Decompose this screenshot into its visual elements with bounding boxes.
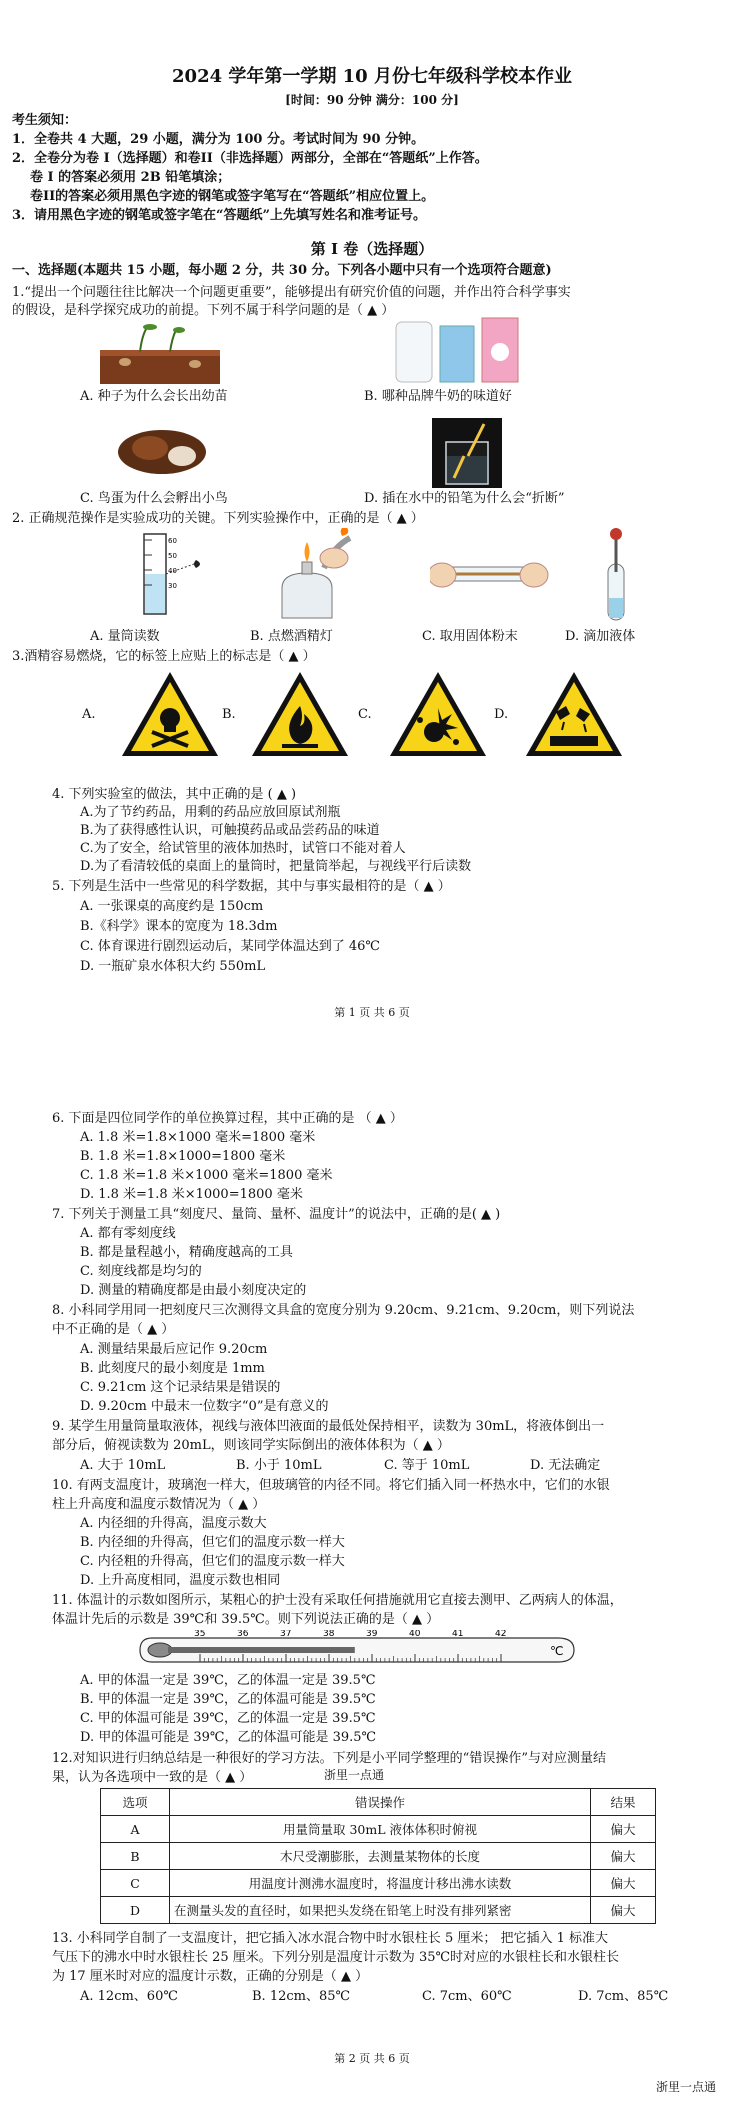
- table-cell: 偏大: [591, 1843, 656, 1870]
- table-cell: 木尺受潮膨胀，去测量某物体的长度: [170, 1843, 591, 1870]
- thermometer-tick-label: 42: [495, 1630, 507, 1639]
- notice-line: 1．全卷共 4 大题，29 小题，满分为 100 分。考试时间为 90 分钟。: [12, 132, 425, 147]
- toxic-sign-icon: [118, 668, 222, 760]
- q9-option-d: D. 无法确定: [530, 1458, 601, 1473]
- q1-option-d: D. 插在水中的铅笔为什么会“折断”: [364, 491, 565, 506]
- q3-option-a: A.: [82, 707, 96, 722]
- table-cell: 偏大: [591, 1897, 656, 1924]
- q6-option-d: D. 1.8 米=1.8 米×1000=1800 毫米: [80, 1187, 303, 1202]
- explosive-sign-icon: [386, 668, 490, 760]
- q6-option-a: A. 1.8 米=1.8×1000 毫米=1800 毫米: [80, 1130, 316, 1145]
- notice-line: 卷 I 的答案必须用 2B 铅笔填涂；: [30, 170, 231, 185]
- q2-option-b: B. 点燃酒精灯: [250, 629, 333, 644]
- q5-option-b: B.《科学》课本的宽度为 18.3dm: [80, 919, 278, 934]
- q13-option-c: C. 7cm、60℃: [422, 1989, 512, 2004]
- q11-option-c: C. 甲的体温可能是 39℃，乙的体温一定是 39.5℃: [80, 1711, 376, 1726]
- q13-stem: 气压下的沸水中时水银柱长 25 厘米。下列分别是温度计示数为 35℃时对应的水银柱长和水银柱长: [52, 1950, 620, 1965]
- q8-option-b: B. 此刻度尺的最小刻度是 1mm: [80, 1361, 265, 1376]
- thermometer-tick-label: 37: [280, 1630, 292, 1639]
- thermometer-tick-label: 41: [452, 1630, 464, 1639]
- graduated-cylinder-image: [130, 530, 220, 620]
- q5-option-c: C. 体育课进行剧烈运动后，某同学体温达到了 46℃: [80, 939, 380, 954]
- q4-option-b: B.为了获得感性认识，可触摸药品或品尝药品的味道: [80, 823, 380, 838]
- powder-tube-image: [430, 545, 550, 605]
- table-cell: C: [101, 1870, 170, 1897]
- notice-line: 2．全卷分为卷 I（选择题）和卷II（非选择题）两部分，全部在“答题纸”上作答。: [12, 151, 488, 166]
- table-header-row: [101, 1789, 656, 1816]
- table-header: 错误操作: [170, 1789, 591, 1816]
- q6-option-c: C. 1.8 米=1.8 米×1000 毫米=1800 毫米: [80, 1168, 333, 1183]
- q1-stem: 的假设，是科学探究成功的前提。下列不属于科学问题的是（ ▲ ）: [12, 303, 395, 318]
- q12-stem: 12.对知识进行归纳总结是一种很好的学习方法。下列是小平同学整理的“错误操作”与对应测量结: [52, 1751, 606, 1766]
- q13-stem: 13. 小科同学自制了一支温度计，把它插入冰水混合物中时水银柱长 5 厘米； 把它插入 1 标准大: [52, 1931, 609, 1946]
- time-info: [时间：90 分钟 满分：100 分]: [285, 93, 459, 107]
- q7-stem: 7. 下列关于测量工具“刻度尺、量筒、量杯、温度计”的说法中，正确的是( ▲ ): [52, 1207, 501, 1222]
- table-cell: 用温度计测沸水温度时，将温度计移出沸水读数: [170, 1870, 591, 1897]
- table-row: [101, 1843, 656, 1870]
- q11-option-d: D. 甲的体温可能是 39℃，乙的体温可能是 39.5℃: [80, 1730, 377, 1745]
- dropper-image: [592, 528, 642, 623]
- q7-option-b: B. 都是量程越小，精确度越高的工具: [80, 1245, 293, 1260]
- notice-line: 3．请用黑色字迹的钢笔或签字笔在“答题纸”上先填写姓名和准考证号。: [12, 208, 427, 223]
- q5-option-a: A. 一张课桌的高度约是 150cm: [80, 899, 264, 914]
- q5-stem: 5. 下列是生活中一些常见的科学数据，其中与事实最相符的是（ ▲ ）: [52, 879, 451, 894]
- q11-option-b: B. 甲的体温一定是 39℃，乙的体温可能是 39.5℃: [80, 1692, 376, 1707]
- q7-option-d: D. 测量的精确度都是由最小刻度决定的: [80, 1283, 307, 1298]
- table-cell: 用量筒量取 30mL 液体体积时俯视: [170, 1816, 591, 1843]
- q1-stem: 1.“提出一个问题往往比解决一个问题更重要”，能够提出有研究价值的问题，并作出符合科学事实: [12, 285, 571, 300]
- q11-stem: 11. 体温计的示数如图所示，某粗心的护士没有采取任何措施就用它直接去测甲、乙两病人的体温，: [52, 1593, 623, 1608]
- q1-option-b: B. 哪种品牌牛奶的味道好: [364, 389, 512, 404]
- clinical-thermometer-image: [138, 1630, 586, 1670]
- q8-stem: 中不正确的是（ ▲ ）: [52, 1322, 175, 1337]
- error-table: [100, 1788, 656, 1924]
- q2-option-c: C. 取用固体粉末: [422, 629, 518, 644]
- q1-option-c: C. 鸟蛋为什么会孵出小鸟: [80, 491, 228, 506]
- q1-option-a: A. 种子为什么会长出幼苗: [80, 389, 228, 404]
- table-row: [101, 1897, 656, 1924]
- table-cell: B: [101, 1843, 170, 1870]
- q6-stem: 6. 下面是四位同学作的单位换算过程，其中正确的是 （ ▲ ）: [52, 1111, 403, 1126]
- watermark: 浙里一点通: [324, 1768, 385, 1782]
- thermometer-mercury: [168, 1647, 355, 1653]
- milk-image: [392, 312, 522, 384]
- table-cell: 偏大: [591, 1816, 656, 1843]
- cylinder-tick: 30: [168, 582, 177, 590]
- q10-stem: 10. 有两支温度计，玻璃泡一样大，但玻璃管的内径不同。将它们插入同一杯热水中，它们的水银: [52, 1478, 610, 1493]
- q4-option-d: D.为了看清较低的桌面上的量筒时，把量筒举起，与视线平行后读数: [80, 859, 472, 874]
- q8-stem: 8. 小科同学用同一把刻度尺三次测得文具盒的宽度分别为 9.20cm、9.21cm、9.20cm，则下列说法: [52, 1303, 635, 1318]
- page-footer: 第 2 页 共 6 页: [334, 2052, 410, 2065]
- q11-stem: 体温计先后的示数是 39℃和 39.5℃。则下列说法正确的是（ ▲ ）: [52, 1612, 440, 1627]
- seedling-image: [100, 322, 220, 384]
- cylinder-tick: 60: [168, 537, 177, 545]
- q4-option-a: A.为了节约药品，用剩的药品应放回原试剂瓶: [80, 805, 341, 820]
- q13-stem: 为 17 厘米时对应的温度计示数，正确的分别是（ ▲ ）: [52, 1969, 369, 1984]
- thermometer-tick-label: 39: [366, 1630, 378, 1639]
- q2-stem: 2. 正确规范操作是实验成功的关键。下列实验操作中，正确的是（ ▲ ）: [12, 511, 424, 526]
- section-intro: 一、选择题(本题共 15 小题，每小题 2 分，共 30 分。下列各小题中只有一个选项符合题意): [12, 263, 552, 278]
- thermometer-tick-label: 38: [323, 1630, 335, 1639]
- alcohol-lamp-image: [262, 528, 362, 623]
- q11-option-a: A. 甲的体温一定是 39℃，乙的体温一定是 39.5℃: [80, 1673, 376, 1688]
- thermometer-tick-label: 36: [237, 1630, 249, 1639]
- q9-stem: 9. 某学生用量筒量取液体，视线与液体凹液面的最低处保持相平，读数为 30mL，将液体倒出一: [52, 1419, 605, 1434]
- q6-option-b: B. 1.8 米=1.8×1000=1800 毫米: [80, 1149, 286, 1164]
- pencil-water-image: [432, 418, 502, 488]
- q9-option-c: C. 等于 10mL: [384, 1458, 470, 1473]
- q4-option-c: C.为了安全，给试管里的液体加热时，试管口不能对着人: [80, 841, 406, 856]
- table-cell: 偏大: [591, 1870, 656, 1897]
- cylinder-tick: 50: [168, 552, 177, 560]
- q3-option-d: D.: [494, 707, 509, 722]
- notice-line: 卷II的答案必须用黑色字迹的钢笔或签字笔写在“答题纸”相应位置上。: [30, 189, 435, 204]
- q7-option-a: A. 都有零刻度线: [80, 1226, 176, 1241]
- q4-stem: 4. 下列实验室的做法，其中正确的是 ( ▲ ): [52, 787, 297, 802]
- corrosive-sign-icon: [522, 668, 626, 760]
- table-row: [101, 1816, 656, 1843]
- q10-option-a: A. 内径细的升得高，温度示数大: [80, 1516, 267, 1531]
- q12-stem: 果，认为各选项中一致的是（ ▲ ）: [52, 1770, 253, 1785]
- q10-option-b: B. 内径细的升得高，但它们的温度示数一样大: [80, 1535, 345, 1550]
- q13-option-b: B. 12cm、85℃: [252, 1989, 351, 2004]
- table-header: 结果: [591, 1789, 656, 1816]
- thermometer-unit: ℃: [550, 1644, 564, 1658]
- q5-option-d: D. 一瓶矿泉水体积大约 550mL: [80, 959, 266, 974]
- table-cell: A: [101, 1816, 170, 1843]
- q9-option-a: A. 大于 10mL: [80, 1458, 166, 1473]
- corner-watermark: 浙里一点通: [656, 2080, 717, 2094]
- q13-option-d: D. 7cm、85℃: [578, 1989, 669, 2004]
- bird-egg-image: [112, 418, 212, 480]
- section-title: 第 I 卷（选择题）: [310, 240, 434, 258]
- table-header: 选项: [101, 1789, 170, 1816]
- q3-option-c: C.: [358, 707, 372, 722]
- q8-option-d: D. 9.20cm 中最末一位数字“0”是有意义的: [80, 1399, 329, 1414]
- table-cell: 在测量头发的直径时，如果把头发绕在铅笔上时没有排列紧密: [170, 1897, 591, 1924]
- q3-option-b: B.: [222, 707, 236, 722]
- page-title: 2024 学年第一学期 10 月份七年级科学校本作业: [172, 66, 572, 87]
- page-footer: 第 1 页 共 6 页: [334, 1006, 410, 1019]
- notice-heading: 考生须知：: [12, 113, 78, 128]
- thermometer-tick-label: 40: [409, 1630, 421, 1639]
- cylinder-tick: 40: [168, 567, 177, 575]
- q10-option-c: C. 内径粗的升得高，但它们的温度示数一样大: [80, 1554, 345, 1569]
- q13-option-a: A. 12cm、60℃: [80, 1989, 178, 2004]
- flammable-sign-icon: [248, 668, 352, 760]
- thermometer-tick-label: 35: [194, 1630, 206, 1639]
- q10-option-d: D. 上升高度相同，温度示数也相同: [80, 1573, 281, 1588]
- q8-option-c: C. 9.21cm 这个记录结果是错误的: [80, 1380, 281, 1395]
- q10-stem: 柱上升高度和温度示数情况为（ ▲ ）: [52, 1497, 266, 1512]
- q9-stem: 部分后，俯视读数为 20mL，则该同学实际倒出的液体体积为（ ▲ ）: [52, 1438, 450, 1453]
- table-row: [101, 1870, 656, 1897]
- q7-option-c: C. 刻度线都是均匀的: [80, 1264, 202, 1279]
- q3-stem: 3.酒精容易燃烧，它的标签上应贴上的标志是（ ▲ ）: [12, 649, 316, 664]
- q9-option-b: B. 小于 10mL: [236, 1458, 322, 1473]
- q2-option-a: A. 量筒读数: [90, 629, 160, 644]
- q2-option-d: D. 滴加液体: [565, 629, 636, 644]
- q8-option-a: A. 测量结果最后应记作 9.20cm: [80, 1342, 268, 1357]
- table-cell: D: [101, 1897, 170, 1924]
- eye-icon: [194, 560, 200, 568]
